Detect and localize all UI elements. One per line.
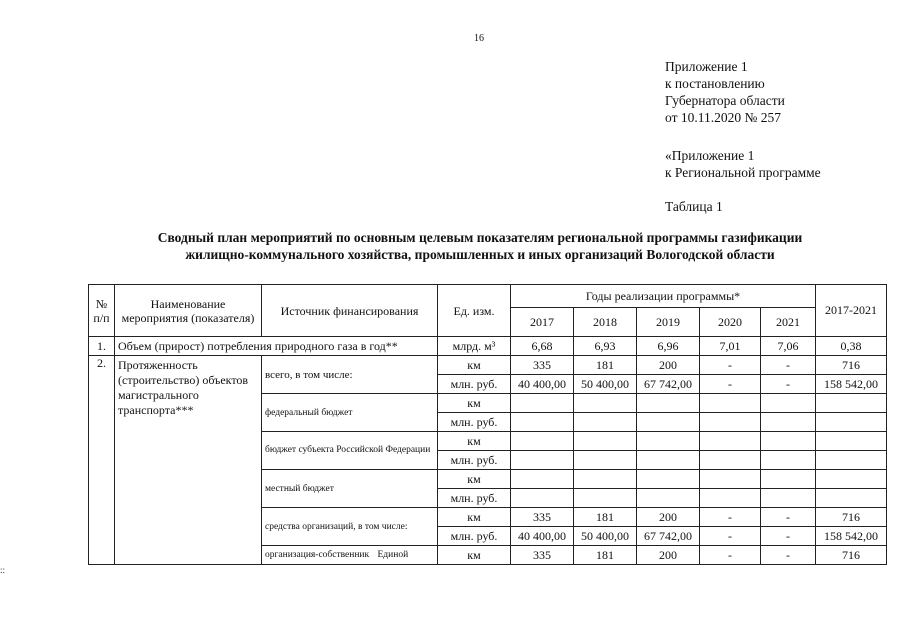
header-year: 2017 [511, 308, 574, 337]
table-row [89, 337, 887, 356]
appendix-block [665, 58, 785, 126]
row-value [574, 470, 637, 489]
header-num: № п/п [89, 285, 115, 337]
row-value [761, 451, 816, 470]
row-total [816, 413, 887, 432]
row-value [637, 394, 700, 413]
indicators-table [88, 284, 887, 565]
row-value: - [761, 356, 816, 375]
header-name: Наименование мероприятия (показателя) [115, 285, 262, 337]
row-value: 6,96 [637, 337, 700, 356]
finance-source: бюджет субъекта Российской Федерации [262, 432, 438, 470]
finance-source: средства организаций, в том числе: [262, 508, 438, 546]
row-value: 335 [511, 508, 574, 527]
row-value: - [761, 546, 816, 565]
row-value [511, 394, 574, 413]
row-value: 67 742,00 [637, 527, 700, 546]
appendix-regional-block [665, 147, 821, 181]
row-total [816, 432, 887, 451]
appendix-line: к постановлению [665, 76, 765, 91]
row-value [511, 451, 574, 470]
finance-source: федеральный бюджет [262, 394, 438, 432]
row-value: - [700, 508, 761, 527]
row-value: 40 400,00 [511, 375, 574, 394]
row-unit: млрд. м³ [438, 337, 511, 356]
row-value [574, 451, 637, 470]
row-value [700, 394, 761, 413]
row-value [511, 470, 574, 489]
row-unit: млн. руб. [438, 489, 511, 508]
finance-source: местный бюджет [262, 470, 438, 508]
title-line-1: Сводный план мероприятий по основным целевым показателям региональной программы газификации [157, 230, 803, 245]
row-value [761, 470, 816, 489]
row-value: - [700, 375, 761, 394]
row-value: 50 400,00 [574, 527, 637, 546]
row-total: 716 [816, 546, 887, 565]
row-unit: км [438, 394, 511, 413]
row-value: 181 [574, 508, 637, 527]
row-value: 7,01 [700, 337, 761, 356]
page-number: 16 [474, 33, 484, 44]
row-value: 6,68 [511, 337, 574, 356]
row-value [700, 489, 761, 508]
table-row [89, 356, 887, 375]
row-value: 7,06 [761, 337, 816, 356]
row-unit: млн. руб. [438, 375, 511, 394]
row-value: 181 [574, 546, 637, 565]
appendix-line: Приложение 1 [665, 59, 748, 74]
row-unit: км [438, 356, 511, 375]
row-name: Протяженность (строительство) объектов магистрального транспорта*** [115, 356, 262, 565]
header-total: 2017-2021 [816, 285, 887, 337]
row-value: 335 [511, 546, 574, 565]
row-value: - [700, 546, 761, 565]
appendix-regional-line: «Приложение 1 [665, 148, 755, 163]
row-unit: км [438, 432, 511, 451]
row-value [637, 489, 700, 508]
row-value [700, 451, 761, 470]
row-value [700, 413, 761, 432]
row-value [761, 489, 816, 508]
row-total: 716 [816, 508, 887, 527]
row-unit: км [438, 508, 511, 527]
header-year: 2021 [761, 308, 816, 337]
row-value: 200 [637, 508, 700, 527]
row-value: 40 400,00 [511, 527, 574, 546]
row-value [511, 489, 574, 508]
row-value [761, 413, 816, 432]
row-value: 67 742,00 [637, 375, 700, 394]
document-title [60, 229, 900, 263]
header-row [89, 285, 887, 308]
header-source: Источник финансирования [262, 285, 438, 337]
row-value: 200 [637, 546, 700, 565]
row-value: - [761, 375, 816, 394]
row-value: 335 [511, 356, 574, 375]
row-unit: млн. руб. [438, 527, 511, 546]
header-year: 2018 [574, 308, 637, 337]
margin-mark: :: [0, 565, 6, 575]
row-value [637, 413, 700, 432]
row-value [637, 432, 700, 451]
row-value: - [761, 508, 816, 527]
row-value [574, 413, 637, 432]
row-total: 0,38 [816, 337, 887, 356]
row-total: 158 542,00 [816, 375, 887, 394]
row-total [816, 394, 887, 413]
row-value: 6,93 [574, 337, 637, 356]
header-year: 2019 [637, 308, 700, 337]
row-value [574, 432, 637, 451]
finance-source: всего, в том числе: [262, 356, 438, 394]
appendix-line: от 10.11.2020 № 257 [665, 110, 781, 125]
row-value [761, 394, 816, 413]
row-value: 181 [574, 356, 637, 375]
row-value [637, 470, 700, 489]
row-value [700, 432, 761, 451]
row-unit: млн. руб. [438, 451, 511, 470]
row-value [761, 432, 816, 451]
header-year: 2020 [700, 308, 761, 337]
row-value [637, 451, 700, 470]
row-value [574, 394, 637, 413]
row-value: 200 [637, 356, 700, 375]
finance-source: организация-собственник Единой [262, 546, 438, 565]
row-value: 50 400,00 [574, 375, 637, 394]
row-num: 1. [89, 337, 115, 356]
title-line-2: жилищно-коммунального хозяйства, промышленных и иных организаций Вологодской области [185, 247, 775, 262]
row-total [816, 451, 887, 470]
table-label: Таблица 1 [665, 199, 723, 214]
row-value [511, 432, 574, 451]
row-total [816, 470, 887, 489]
row-total [816, 489, 887, 508]
appendix-regional-line: к Региональной программе [665, 165, 821, 180]
row-unit: млн. руб. [438, 413, 511, 432]
row-value [574, 489, 637, 508]
header-unit: Ед. изм. [438, 285, 511, 337]
row-num: 2. [89, 356, 115, 565]
row-total: 158 542,00 [816, 527, 887, 546]
header-years-group: Годы реализации программы* [511, 285, 816, 308]
row-value: - [761, 527, 816, 546]
row-unit: км [438, 546, 511, 565]
row-total: 716 [816, 356, 887, 375]
row-value: - [700, 356, 761, 375]
row-value [511, 413, 574, 432]
row-name: Объем (прирост) потребления природного газа в год** [115, 337, 438, 356]
row-value: - [700, 527, 761, 546]
row-value [700, 470, 761, 489]
row-unit: км [438, 470, 511, 489]
appendix-line: Губернатора области [665, 93, 785, 108]
